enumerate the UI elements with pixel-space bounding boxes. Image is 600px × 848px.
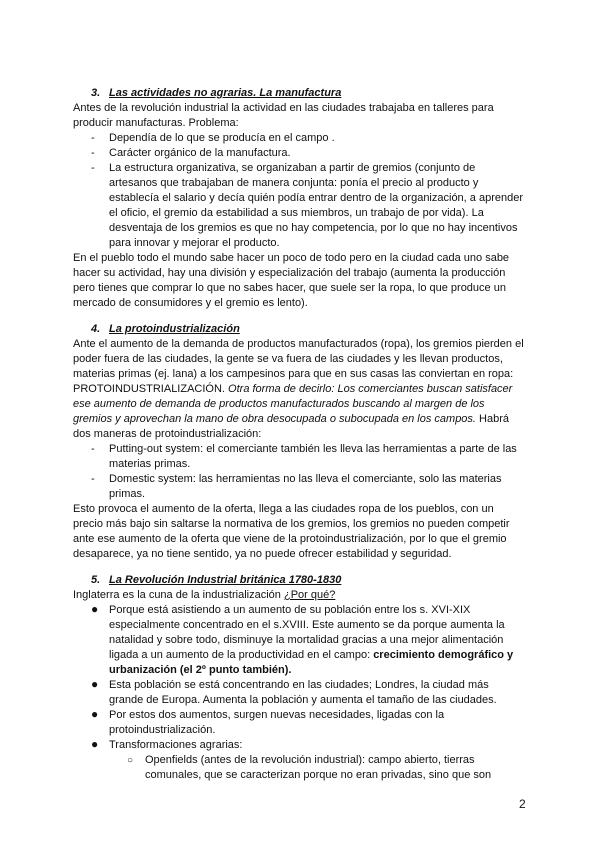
list-item: Esta población se está concentrando en las ciudades; Londres, la ciudad más <box>109 679 489 691</box>
list-item-line: materias primas. <box>109 458 191 470</box>
list-item-line: natalidad y sobre todo, disminuye la mortalidad gracias a una mejor alimentación <box>109 634 504 646</box>
list-item-line: urbanización (el 2º punto también). <box>109 664 292 676</box>
bullet-icon: ● <box>91 602 99 616</box>
section-number: 4. <box>91 323 101 335</box>
italic-text: gremios y aprovechan la mano de obra desocupada o subocupada en los campos. <box>73 413 476 425</box>
list-item: Putting-out system: el comerciante también les lleva las herramientas a parte de las <box>109 443 517 455</box>
section-title: Las actividades no agrarias. La manufactura <box>109 87 342 99</box>
list-item: Dependía de lo que se producía en el campo . <box>109 132 335 144</box>
italic-text: Otra forma de decirlo: Los comerciantes buscan satisfacer <box>228 383 513 395</box>
section-title: La Revolución Industrial británica 1780-1830 <box>109 574 342 586</box>
paragraph-line: pero tienes que comprar lo que no sabes hacer, que suele ser la ropa, lo que produce un <box>73 282 506 294</box>
paragraph-line: ante ese aumento de la oferta que viene de la protoindustrialización, por lo que el gremio <box>73 533 507 545</box>
list-item: Transformaciones agrarias: <box>109 739 243 751</box>
list-item-line: el oficio, el gremio da estabilidad a sus miembros, un trabajo de por vida). La <box>109 207 484 219</box>
bullet-icon: ● <box>91 737 99 751</box>
plain-text: Inglaterra es la cuna de la industrialización <box>73 589 284 601</box>
list-item: Carácter orgánico de la manufactura. <box>109 147 291 159</box>
paragraph-line: mercado de consumidores y el gremio es lento). <box>73 297 308 309</box>
paragraph-line: ese aumento de demanda de productos manufacturados buscando al margen de los <box>73 398 485 410</box>
plain-text: Habrá <box>475 413 510 425</box>
list-item-line: primas. <box>109 488 146 500</box>
section-title: La protoindustrialización <box>109 323 240 335</box>
dash-marker: - <box>91 162 95 174</box>
dash-marker: - <box>91 443 95 455</box>
bold-text: crecimiento demográfico y <box>373 649 514 661</box>
plain-text: ligada a un aumento de la productividad en el campo: <box>109 649 374 661</box>
paragraph-line <box>73 412 509 427</box>
paragraph-line: Esto provoca el aumento de la oferta, llega a las ciudades ropa de los pueblos, con un <box>73 503 494 515</box>
list-item-line: grande de Europa. Aumenta la población y aumenta el tamaño de las ciudades. <box>109 694 497 706</box>
paragraph-line <box>73 382 512 397</box>
sub-list-item-line: comunales, que se caracterizan porque no eran privadas, sino que son <box>145 769 492 781</box>
underlined-question: ¿Por qué? <box>283 589 336 601</box>
paragraph-line: Ante el aumento de la demanda de productos manufacturados (ropa), los gremios pierden el <box>73 338 524 350</box>
paragraph-line: desaparece, ya no tiene sentido, ya no puede ofrecer estabilidad y seguridad. <box>73 548 452 560</box>
list-item: Por estos dos aumentos, surgen nuevas necesidades, ligadas con la <box>109 709 445 721</box>
paragraph-line: precio más bajo sin saltarse la normativa de los gremios, los gremios no pueden competir <box>73 518 510 530</box>
list-item: Domestic system: las herramientas no las lleva el comerciante, solo las materias <box>109 473 502 485</box>
paragraph-line: dos maneras de protoindustrialización: <box>73 428 262 440</box>
section-4-heading <box>91 322 240 337</box>
list-item-line: especialmente concentrado en el s.XVIII. Este aumento se da porque aumenta la <box>109 619 505 631</box>
dash-marker: - <box>91 147 95 159</box>
list-item-line: establecía el salario y decía quién podía entrar dentro de la organización, a aprender <box>109 192 523 204</box>
list-item-line: para innovar y mejorar el producto. <box>109 237 280 249</box>
page-number: 2 <box>519 797 526 811</box>
paragraph-line: materias primas (ej. lana) a los campesinos para que en sus casas las conviertan en ropa: <box>73 368 514 380</box>
bullet-icon: ● <box>91 677 99 691</box>
paragraph-line: poder fuera de las ciudades, la gente se va fuera de las ciudades y les llevan productos, <box>73 353 503 365</box>
list-item: La estructura organizativa, se organizaban a partir de gremios (conjunto de <box>109 162 476 174</box>
list-item-line: protoindustrialización. <box>109 724 216 736</box>
sub-list-item: Openfields (antes de la revolución industrial): campo abierto, tierras <box>145 754 475 766</box>
section-5-heading <box>91 573 341 588</box>
section-number: 3. <box>91 87 101 99</box>
list-item: Porque está asistiendo a un aumento de su población entre los s. XVI-XIX <box>109 604 471 616</box>
circle-bullet-icon: ○ <box>127 755 134 766</box>
paragraph-line: Antes de la revolución industrial la actividad en las ciudades trabajaba en talleres para <box>73 102 494 114</box>
paragraph-line: hacer su actividad, hay una división y especialización del trabajo (aumenta la producción <box>73 267 506 279</box>
dash-marker: - <box>91 473 95 485</box>
section-number: 5. <box>91 574 101 586</box>
paragraph-line: producir manufacturas. Problema: <box>73 117 239 129</box>
paragraph-line: En el pueblo todo el mundo sabe hacer un poco de todo pero en la ciudad cada uno sabe <box>73 252 510 264</box>
term-text: PROTOINDUSTRIALIZACIÓN. <box>73 383 229 395</box>
paragraph-line <box>73 588 335 603</box>
dash-marker: - <box>91 132 95 144</box>
bullet-icon: ● <box>91 707 99 721</box>
list-item-line <box>109 648 513 663</box>
list-item-line: artesanos que trabajaban de manera conjunta: ponía el precio al producto y <box>109 177 479 189</box>
section-3-heading <box>91 86 341 101</box>
list-item-line: desventaja de los gremios es que no hay competencia, por lo que no hay incentivos <box>109 222 518 234</box>
